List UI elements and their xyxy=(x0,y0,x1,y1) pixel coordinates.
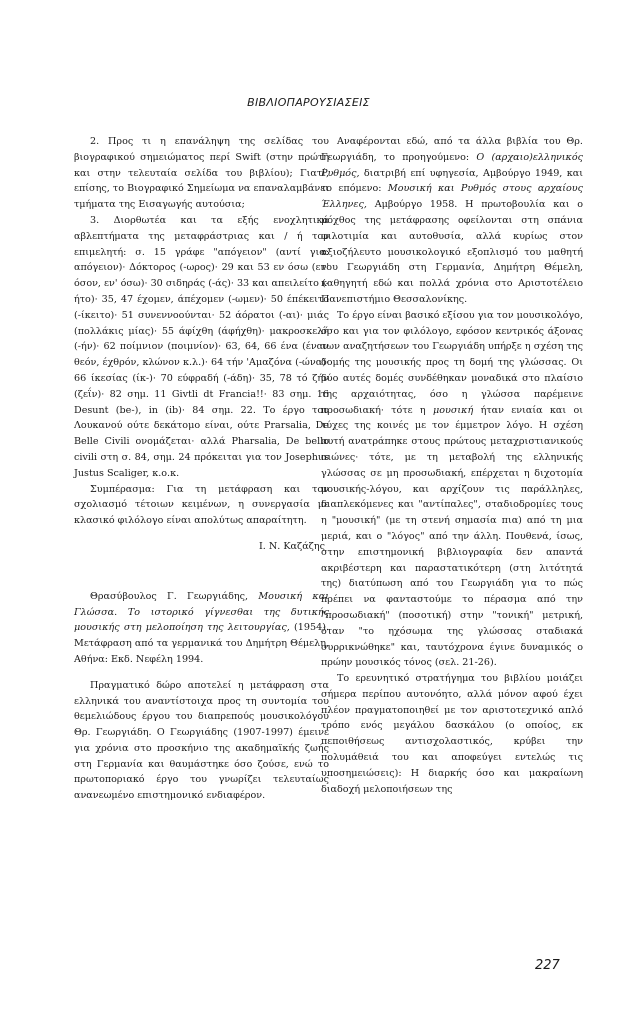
paragraph-other-books xyxy=(321,134,583,308)
text-run: ήταν ενιαία και οι τύχες της κοινές με τον έμμετρον λόγο. Η σχέση αυτή ανατράπηκε στους πρώτους μεταχριστιανικούς αιώνες· τότε, με τη μεταβολή της ελληνικής γλώσσας σε μη προσωδιακή, επέρχεται η διχοτομία μουσικής-λόγου, και αρχίζουν τις παράλληλες, διαπλεκόμενες και "αντίπαλες", σταδιοδρομίες τους η "μουσική" (με τη στενή σημασία πια) από τη μια μεριά, και ο "λόγος" από την άλλη. Πουθενά, ίσως, στην επιστημονική βιβλιογραφία δεν απαντά ακριβέστερη και παραστατικότερη (στη λιτότητά της) διατύπωση από του Γεωργιάδη για το πώς πρέπει να φανταστούμε το πέρασμα από την "προσωδιακή" (ποσοτική) στην "τονική" μετρική, όταν "το ηχόσωμα της γλώσσας σταδιακά συρρικνώθηκε" και, ταυτόχρονα έγινε δυναμικός ο πρώην μουσικός τόνος (σελ. 21-26). xyxy=(321,404,583,669)
text-run: διατριβή επί υφηγεσία, Αμβούργο 1949, και το επόμενο: xyxy=(321,167,583,195)
book-details: (1954). Μετάφραση από τα γερμανικά του Δημήτρη Θέμελη, Αθήνα: Εκδ. Νεφέλη 1994. xyxy=(74,622,329,665)
review-signature: Ι. Ν. Καζάζης xyxy=(258,540,325,552)
running-title: ΒΙΒΛΙΟΠΑΡΟΥΣΙΑΣΕΙΣ xyxy=(247,96,370,109)
left-column xyxy=(74,134,329,804)
right-column xyxy=(321,134,583,797)
book-title: Μουσική και Γλώσσα. Το ιστορικό γίγνεσθαι της δυτικής μουσικής στη μελοποίηση της λειτουργίας, xyxy=(74,590,329,634)
section-gap xyxy=(74,555,329,589)
paragraph-corrections-2: 3. Διορθωτέα και τα εξής ενοχλητικά αβλεπτήματα της μεταφράστριας και / ή του επιμελητή: σ. 15 γράφε "απόγειον" (αντί για: απόγειον)· Δόκτορος (-ωρος)· 29 και 53 εν όσω (εν' όσον, εν' όσω)· 30 σιδηράς (-άς)· 33 και απειλείτο (-ήτο)· 35, 47 έχομεν, άπέχομεν (-ωμεν)· 50 έπέκειτο (-ίκειτο)· 51 συνεννοούνται· 52 άόρατοι (-αι)· μιάς (πολλάκις μίας)· 55 άφίχθη (άφήχθη)· μακροσκελή (-ήν)· 62 ποίμνιον (ποιμνίον)· 63, 64, 66 ένα (έναν θεόν, έχθρόν, κλώνον κ.λ.)· 64 τήν 'Αμαζόνα (-ώνα)· 66 ίκεσίας (ίκ-)· 70 εύφραδή (-άδη)· 35, 78 τό ζήν (ζεΐν)· 82 σημ. 11 Givtli dt Francia!!· 83 σημ. 16 Desunt (be-), in (ib)· 84 σημ. 22. Το έργο του Λουκανού ούτε δεκάτομο είναι, ούτε Prarsalia, De Belle Civili ονομάζεται· αλλά Pharsalia, De bello civili στη σ. 84, σημ. 24 πρόκειται για τον Josephus Justus Scaliger, κ.ο.κ. xyxy=(74,214,329,479)
paragraph-corrections-1: 2. Προς τι η επανάληψη της σελίδας του βιογραφικού σημειώματος περί Swift (στην πρώτη και στην τελευταία σελίδα του βιβλίου); Γιατί, επίσης, το Βιογραφικό Σημείωμα να επαναλαμβάνει τμήματα της Εισαγωγής αυτούσια; xyxy=(74,136,329,211)
page-number: 227 xyxy=(535,958,560,973)
book-reference xyxy=(74,589,329,668)
paragraph-conclusion: Συμπέρασμα: Για τη μετάφραση και τον σχολιασμό τέτοιων κειμένων, η συνεργασία με κλασικό φιλόλογο είναι απολύτως απαραίτητη. xyxy=(74,483,329,527)
text-run: Αμβούργο 1958. Η πρωτοβουλία και ο μόχθος της μετάφρασης οφείλονται στη σπάνια φιλοτιμία και αυτοθυσία, αλλά κυρίως στον αξιοζήλευτο μουσικολογικό εξοπλισμό του μαθητή του Γεωργιάδη στη Γερμανία, Δημήτρη Θέμελη, καθηγητή εδώ και πολλά χρόνια στο Αριστοτέλειο Πανεπιστήμιο Θεσσαλονίκης. xyxy=(321,199,583,305)
emphasis-mousiki: μουσική xyxy=(433,404,474,416)
title-ellinikos-rythmos: Ο (αρχαιο)ελληνικός Ρυθμός, xyxy=(321,151,583,179)
paragraph-structure xyxy=(321,308,583,671)
title-mousiki-kai-rythmos: Μουσική και Ρυθμός στους αρχαίους Έλληνες, xyxy=(321,183,584,211)
text-run: Αναφέρονται εδώ, από τα άλλα βιβλία του Θρ. Γεωργιάδη, το προηγούμενο: xyxy=(321,136,583,163)
paragraph-intro: Πραγματικό δώρο αποτελεί η μετάφραση στα ελληνικά του αναντίστοιχα προς τη συντομία του θεμελιώδους έργου του διαπρεπούς μουσικολόγου Θρ. Γεωργιάδη. Ο Γεωργιάδης (1907-1997) έμεινε για χρόνια στο προσκήνιο της ακαδημαϊκής ζωής στη Γερμανία και θαυμάστηκε όσο ζούσε, ενώ το πρωτοποριακό έργο του γνωρίζει τελευταίως ανανεωμένο επιστημονικό ενδιαφέρον. xyxy=(74,679,329,802)
paragraph-research-strategy: Το ερευνητικό στρατήγημα του βιβλίου μοιάζει σήμερα περίπου αυτονόητο, αλλά μόνον αφού έχει πλέον πραγματοποιηθεί με τον αριστοτεχνικό απλό τρόπο ενός μεγάλου δασκάλου (ο οποίος, εκ πεποιθήσεως αντισχολαστικός, κρύβει την πολυμάθειά του και αποφεύγει εντελώς τις υποσημειώσεις): Η διαρκής όσο και μακραίωνη διαδοχή μελοποιήσεων της xyxy=(321,673,583,795)
text-run: Το έργο είναι βασικό εξίσου για τον μουσικολόγο, όσο και για τον φιλόλογο, εφόσον κεντρικός άξονας των αναζητήσεων του Γεωργιάδη υπήρξε η σχέση της δομής της μουσικής προς τη δομή της γλώσσας. Οι δύο αυτές δομές συνδέθηκαν μοναδικά στο πλαίσιο της αρχαιότητας, όσο η γλώσσα παρέμεινε προσωδιακή· τότε η xyxy=(321,309,583,416)
book-author: Θρασύβουλος Γ. Γεωργιάδης, xyxy=(90,590,249,602)
